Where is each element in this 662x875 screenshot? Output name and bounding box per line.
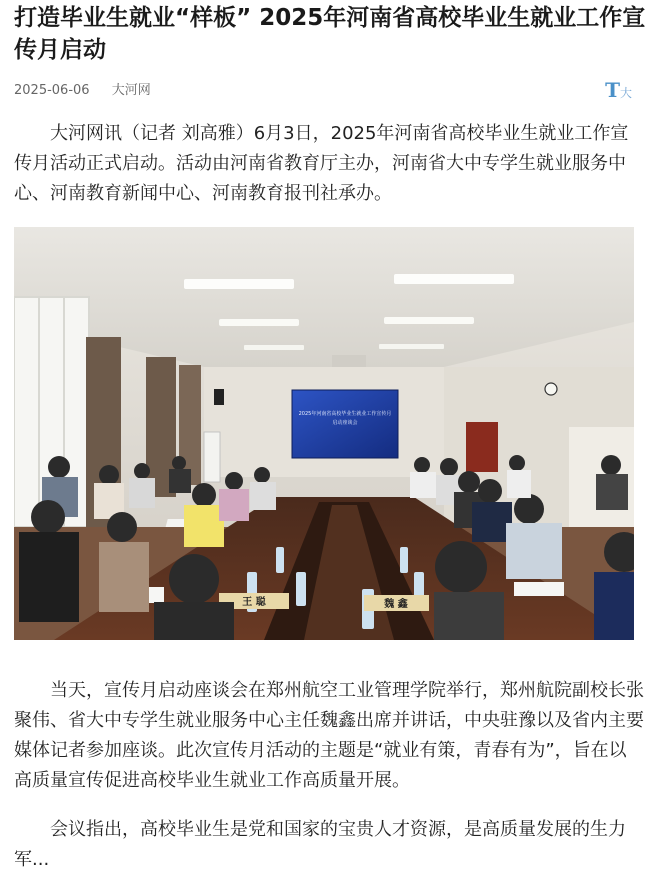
nameplate-left: 王 聪 — [242, 597, 266, 608]
publish-date: 2025-06-06 — [14, 83, 90, 98]
font-size-label: 大 — [619, 86, 632, 100]
screen-text-2: 启动座谈会 — [332, 420, 358, 426]
article-title: 打造毕业生就业“样板” 2025年河南省高校毕业生就业工作宣传月启动 — [14, 5, 646, 63]
font-size-icon: T — [605, 78, 620, 102]
article-paragraph-1: 大河网讯（记者 刘高雅）6月3日，2025年河南省高校毕业生就业工作宣传月活动正式启动。活动由河南省教育厅主办，河南省大中专学生就业服务中心、河南教育新闻中心、河南教育报刊社承办。 — [14, 123, 629, 204]
article-paragraph-2: 当天，宣传月启动座谈会在郑州航空工业管理学院举行，郑州航院副校长张聚伟、省大中专学生就业服务中心主任魏鑫出席并讲话，中央驻豫以及省内主要媒体记者参加座谈。此次宣传月活动的主题是“就业有策，青春有为”，旨在以高质量宣传促进高校毕业生就业工作高质量开展。 — [14, 680, 644, 791]
source-name[interactable]: 大河网 — [111, 83, 151, 98]
article-photo — [14, 227, 634, 640]
nameplate-right: 魏 鑫 — [384, 599, 408, 610]
article-meta — [14, 79, 169, 98]
screen-text-1: 2025年河南省高校毕业生就业工作宣传月 — [298, 411, 392, 417]
font-size-toggle[interactable] — [605, 78, 632, 102]
article-paragraph-3: 会议指出，高校毕业生是党和国家的宝贵人才资源，是高质量发展的生力军... — [14, 819, 626, 870]
